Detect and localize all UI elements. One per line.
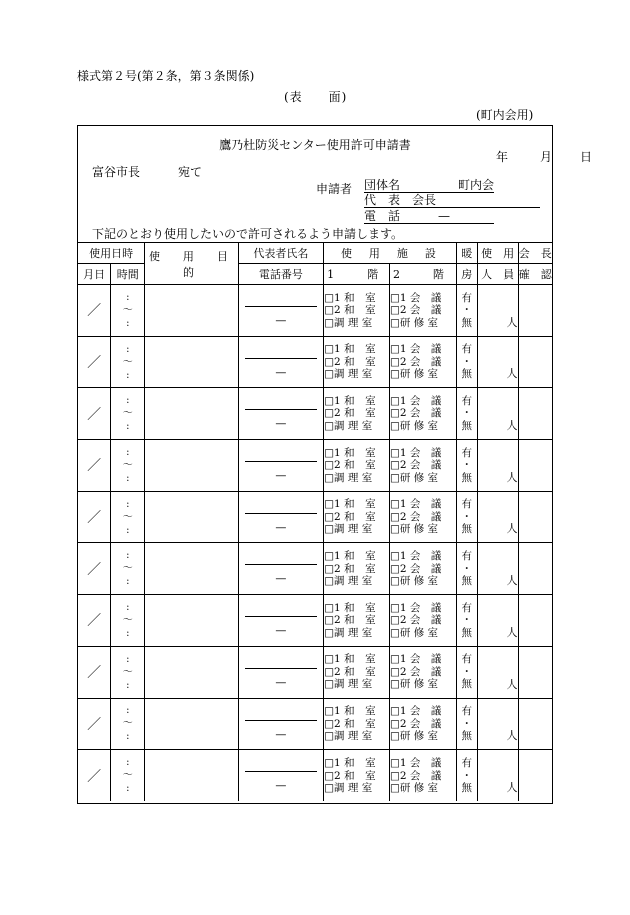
- checkbox-option[interactable]: □調 理 室: [324, 419, 373, 432]
- checkbox-option[interactable]: □調 理 室: [324, 730, 373, 743]
- checkbox-option[interactable]: □1 和 室: [324, 601, 376, 614]
- usage-tag: (町内会用): [476, 108, 534, 122]
- checkbox-option[interactable]: □2 会 議: [389, 769, 442, 782]
- rep-name-line: [245, 513, 317, 514]
- checkbox-option[interactable]: □調 理 室: [324, 626, 373, 639]
- people-cell[interactable]: [477, 646, 518, 698]
- people-cell[interactable]: [477, 440, 518, 492]
- table-row: [78, 285, 552, 337]
- floor2-cell[interactable]: [389, 646, 456, 698]
- header-chair-bottom: 確 認: [518, 264, 552, 285]
- people-unit: 人: [506, 625, 518, 639]
- header-heating-top: 暖: [456, 243, 477, 264]
- form-title: 鷹乃杜防災センター使用許可申請書: [219, 138, 411, 152]
- date-slash: ／: [87, 613, 102, 630]
- phone-field[interactable]: [364, 209, 494, 224]
- date-year-label: 年: [495, 150, 508, 164]
- checkbox-option[interactable]: □2 会 議: [389, 614, 442, 627]
- rep-name-line: [245, 771, 317, 772]
- date-cell[interactable]: [78, 595, 111, 647]
- rep-name-line: [245, 616, 317, 617]
- header-phone: 電話番号: [238, 264, 323, 285]
- checkbox-option[interactable]: □1 和 室: [324, 446, 376, 459]
- heating-cell[interactable]: 有 ・ 無: [456, 285, 477, 337]
- floor1-cell[interactable]: [324, 388, 390, 440]
- org-label: 団体名: [364, 178, 401, 192]
- rep-cell[interactable]: [238, 440, 323, 492]
- date-day-label: 日: [579, 150, 592, 164]
- checkbox-option[interactable]: □2 会 議: [389, 407, 442, 420]
- floor1-cell[interactable]: [324, 440, 390, 492]
- phone-dash: —: [275, 417, 287, 431]
- floor2-cell[interactable]: [389, 336, 456, 388]
- floor1-cell[interactable]: [324, 750, 390, 802]
- time-tilde: 〜: [122, 459, 133, 471]
- header-people-top: 使 用: [477, 243, 518, 264]
- heating-cell[interactable]: 有 ・ 無: [456, 388, 477, 440]
- floor1-cell[interactable]: [324, 543, 390, 595]
- checkbox-option[interactable]: □研 修 室: [389, 678, 439, 691]
- heating-cell[interactable]: 有 ・ 無: [456, 440, 477, 492]
- time-tilde: 〜: [122, 718, 133, 730]
- purpose-cell[interactable]: [145, 698, 239, 750]
- checkbox-option[interactable]: □2 和 室: [324, 355, 376, 368]
- date-slash: ／: [87, 458, 102, 475]
- people-cell[interactable]: [477, 491, 518, 543]
- heating-cell[interactable]: 有 ・ 無: [456, 698, 477, 750]
- rep-name-line: [245, 409, 317, 410]
- floor2-cell[interactable]: [389, 750, 456, 802]
- tel-dash: —: [438, 209, 450, 223]
- checkbox-option[interactable]: □1 会 議: [389, 343, 442, 356]
- checkbox-option[interactable]: □調 理 室: [324, 678, 373, 691]
- org-name-field[interactable]: [364, 178, 494, 193]
- mayor-label: 富谷市長: [92, 165, 141, 179]
- phone-dash: —: [275, 727, 287, 741]
- tel-label: 電 話: [364, 209, 401, 223]
- checkbox-option[interactable]: □2 会 議: [389, 304, 442, 317]
- checkbox-option[interactable]: □1 会 議: [389, 653, 442, 666]
- usage-table: [78, 242, 552, 801]
- purpose-cell[interactable]: [145, 440, 239, 492]
- chair-confirm-cell[interactable]: [518, 491, 552, 543]
- floor2-cell[interactable]: [389, 595, 456, 647]
- table-row: [78, 750, 552, 802]
- time-tilde: 〜: [122, 408, 133, 420]
- phone-dash: —: [275, 520, 287, 534]
- people-cell[interactable]: [477, 750, 518, 802]
- checkbox-option[interactable]: □1 和 室: [324, 343, 376, 356]
- floor2-cell[interactable]: [389, 491, 456, 543]
- application-statement: 下記のとおり使用したいので許可されるよう申請します。: [92, 227, 404, 241]
- rep-name-line: [245, 668, 317, 669]
- rep-name-line: [245, 461, 317, 462]
- rep-cell[interactable]: [238, 388, 323, 440]
- header-heating-bottom: 房: [456, 264, 477, 285]
- header-floor1: 1 階: [324, 264, 390, 285]
- checkbox-option[interactable]: □1 会 議: [389, 394, 442, 407]
- checkbox-option[interactable]: □2 和 室: [324, 769, 376, 782]
- table-row: [78, 543, 552, 595]
- chair-confirm-cell[interactable]: [518, 543, 552, 595]
- checkbox-option[interactable]: □1 会 議: [389, 601, 442, 614]
- rep-cell[interactable]: [238, 595, 323, 647]
- phone-dash: —: [275, 624, 287, 638]
- time-cell[interactable]: : 〜 :: [111, 440, 145, 492]
- date-slash: ／: [87, 716, 102, 733]
- people-cell[interactable]: [477, 543, 518, 595]
- checkbox-option[interactable]: □2 会 議: [389, 459, 442, 472]
- date-cell[interactable]: [78, 698, 111, 750]
- checkbox-option[interactable]: □研 修 室: [389, 523, 439, 536]
- org-suffix: 町内会: [458, 178, 495, 192]
- people-unit: 人: [506, 419, 518, 433]
- chair-confirm-cell[interactable]: [518, 646, 552, 698]
- people-unit: 人: [506, 574, 518, 588]
- addressee-suffix: 宛て: [178, 165, 203, 179]
- date-slash: ／: [87, 768, 102, 785]
- floor2-cell[interactable]: [389, 388, 456, 440]
- checkbox-option[interactable]: □2 会 議: [389, 355, 442, 368]
- chair-confirm-cell[interactable]: [518, 750, 552, 802]
- checkbox-option[interactable]: □研 修 室: [389, 575, 439, 588]
- floor1-cell[interactable]: [324, 491, 390, 543]
- checkbox-option[interactable]: □2 和 室: [324, 717, 376, 730]
- rep-name-line: [245, 564, 317, 565]
- time-cell[interactable]: : 〜 :: [111, 698, 145, 750]
- application-form: [77, 125, 592, 804]
- purpose-cell[interactable]: [145, 646, 239, 698]
- checkbox-option[interactable]: □調 理 室: [324, 471, 373, 484]
- checkbox-option[interactable]: □1 和 室: [324, 291, 376, 304]
- floor1-cell[interactable]: [324, 698, 390, 750]
- table-row: [78, 646, 552, 698]
- people-cell[interactable]: [477, 336, 518, 388]
- purpose-cell[interactable]: [145, 595, 239, 647]
- date-cell[interactable]: [78, 285, 111, 337]
- people-unit: 人: [506, 781, 518, 795]
- checkbox-option[interactable]: □1 和 室: [324, 705, 376, 718]
- checkbox-option[interactable]: □調 理 室: [324, 316, 373, 329]
- floor1-cell[interactable]: [324, 336, 390, 388]
- rep-cell[interactable]: [238, 491, 323, 543]
- floor1-cell[interactable]: [324, 595, 390, 647]
- heating-cell[interactable]: 有 ・ 無: [456, 491, 477, 543]
- form-reference: 様式第２号(第２条，第３条関係): [77, 69, 255, 83]
- purpose-cell[interactable]: [145, 336, 239, 388]
- date-cell[interactable]: [78, 440, 111, 492]
- checkbox-option[interactable]: □1 和 室: [324, 550, 376, 563]
- rep-name-line: [245, 358, 317, 359]
- people-unit: 人: [506, 315, 518, 329]
- checkbox-option[interactable]: □2 和 室: [324, 407, 376, 420]
- rep-cell[interactable]: [238, 750, 323, 802]
- phone-dash: —: [275, 779, 287, 793]
- checkbox-option[interactable]: □1 会 議: [389, 705, 442, 718]
- heating-cell[interactable]: 有 ・ 無: [456, 336, 477, 388]
- checkbox-option[interactable]: □調 理 室: [324, 368, 373, 381]
- date-cell[interactable]: [78, 646, 111, 698]
- checkbox-option[interactable]: □2 会 議: [389, 717, 442, 730]
- time-cell[interactable]: : 〜 :: [111, 336, 145, 388]
- chair-confirm-cell[interactable]: [518, 440, 552, 492]
- checkbox-option[interactable]: □2 和 室: [324, 510, 376, 523]
- date-cell[interactable]: [78, 491, 111, 543]
- checkbox-option[interactable]: □調 理 室: [324, 782, 373, 795]
- heating-cell[interactable]: 有 ・ 無: [456, 646, 477, 698]
- table-row: [78, 336, 552, 388]
- header-rep-name: 代表者氏名: [238, 243, 323, 264]
- checkbox-option[interactable]: □1 和 室: [324, 498, 376, 511]
- header-people-bottom: 人 員: [477, 264, 518, 285]
- phone-dash: —: [275, 469, 287, 483]
- rep-cell[interactable]: [238, 543, 323, 595]
- floor2-cell[interactable]: [389, 698, 456, 750]
- people-unit: 人: [506, 729, 518, 743]
- purpose-cell[interactable]: [145, 491, 239, 543]
- time-tilde: 〜: [122, 666, 133, 678]
- header-chair-top: 会 長: [518, 243, 552, 264]
- side-indicator: (表 面): [284, 90, 348, 104]
- date-slash: ／: [87, 303, 102, 320]
- checkbox-option[interactable]: □1 和 室: [324, 757, 376, 770]
- rep-cell[interactable]: [238, 646, 323, 698]
- header-month-day: 月日: [78, 264, 111, 285]
- people-unit: 人: [506, 367, 518, 381]
- checkbox-option[interactable]: □1 会 議: [389, 498, 442, 511]
- checkbox-option[interactable]: □1 会 議: [389, 291, 442, 304]
- time-cell[interactable]: : 〜 :: [111, 491, 145, 543]
- checkbox-option[interactable]: □2 和 室: [324, 562, 376, 575]
- time-cell[interactable]: : 〜 :: [111, 646, 145, 698]
- checkbox-option[interactable]: □1 会 議: [389, 757, 442, 770]
- checkbox-option[interactable]: □2 会 議: [389, 562, 442, 575]
- checkbox-option[interactable]: □研 修 室: [389, 368, 439, 381]
- checkbox-option[interactable]: □2 和 室: [324, 459, 376, 472]
- time-tilde: 〜: [122, 304, 133, 316]
- date-cell[interactable]: [78, 750, 111, 802]
- rep-cell[interactable]: [238, 285, 323, 337]
- checkbox-option[interactable]: □研 修 室: [389, 419, 439, 432]
- people-cell[interactable]: [477, 285, 518, 337]
- people-cell[interactable]: [477, 595, 518, 647]
- checkbox-option[interactable]: □研 修 室: [389, 626, 439, 639]
- date-slash: ／: [87, 355, 102, 372]
- header-time: 時間: [111, 264, 145, 285]
- checkbox-option[interactable]: □研 修 室: [389, 782, 439, 795]
- people-unit: 人: [506, 522, 518, 536]
- phone-dash: —: [275, 314, 287, 327]
- date-slash: ／: [87, 561, 102, 578]
- time-tilde: 〜: [122, 356, 133, 368]
- chair-confirm-cell[interactable]: [518, 336, 552, 388]
- applicant-label: 申請者: [316, 182, 353, 196]
- checkbox-option[interactable]: □研 修 室: [389, 730, 439, 743]
- header-datetime: 使用日時: [78, 243, 145, 264]
- rep-name-line: [245, 306, 317, 307]
- people-cell[interactable]: [477, 388, 518, 440]
- header-facility: 使 用 施 設: [324, 243, 457, 264]
- people-unit: 人: [506, 677, 518, 691]
- floor2-cell[interactable]: [389, 440, 456, 492]
- chair-confirm-cell[interactable]: [518, 388, 552, 440]
- rep-label: 代 表 会長: [364, 193, 437, 207]
- usage-rows: [78, 285, 552, 802]
- floor2-cell[interactable]: [389, 285, 456, 337]
- checkbox-option[interactable]: □1 和 室: [324, 394, 376, 407]
- checkbox-option[interactable]: □1 和 室: [324, 653, 376, 666]
- time-cell[interactable]: : 〜 :: [111, 595, 145, 647]
- time-cell[interactable]: : 〜 :: [111, 285, 145, 337]
- chair-confirm-cell[interactable]: [518, 595, 552, 647]
- date-month-label: 月: [539, 150, 552, 164]
- heating-cell[interactable]: 有 ・ 無: [456, 543, 477, 595]
- time-tilde: 〜: [122, 770, 133, 782]
- rep-cell[interactable]: [238, 698, 323, 750]
- date-cell[interactable]: [78, 388, 111, 440]
- purpose-cell[interactable]: [145, 543, 239, 595]
- heating-cell[interactable]: 有 ・ 無: [456, 750, 477, 802]
- rep-name-line: [245, 720, 317, 721]
- purpose-cell[interactable]: [145, 388, 239, 440]
- date-slash: ／: [87, 665, 102, 682]
- checkbox-option[interactable]: □2 和 室: [324, 304, 376, 317]
- time-tilde: 〜: [122, 614, 133, 626]
- representative-field[interactable]: [364, 193, 540, 208]
- checkbox-option[interactable]: □2 和 室: [324, 665, 376, 678]
- floor2-cell[interactable]: [389, 543, 456, 595]
- people-cell[interactable]: [477, 698, 518, 750]
- table-row: [78, 388, 552, 440]
- date-cell[interactable]: [78, 336, 111, 388]
- phone-dash: —: [275, 572, 287, 586]
- phone-dash: —: [275, 675, 287, 689]
- floor1-cell[interactable]: [324, 646, 390, 698]
- table-row: [78, 595, 552, 647]
- checkbox-option[interactable]: □研 修 室: [389, 471, 439, 484]
- heating-cell[interactable]: 有 ・ 無: [456, 595, 477, 647]
- floor1-cell[interactable]: [324, 285, 390, 337]
- date-slash: ／: [87, 510, 102, 527]
- date-slash: ／: [87, 406, 102, 423]
- phone-dash: —: [275, 365, 287, 379]
- time-tilde: 〜: [122, 563, 133, 575]
- table-row: [78, 698, 552, 750]
- header-floor2: 2 階: [389, 264, 456, 285]
- addressee-line: [92, 163, 202, 180]
- checkbox-option[interactable]: □研 修 室: [389, 316, 439, 329]
- purpose-cell[interactable]: [145, 285, 239, 337]
- table-row: [78, 440, 552, 492]
- checkbox-option[interactable]: □調 理 室: [324, 523, 373, 536]
- chair-confirm-cell[interactable]: [518, 698, 552, 750]
- header-purpose: 使 用 目 的: [145, 243, 239, 285]
- checkbox-option[interactable]: □2 会 議: [389, 510, 442, 523]
- time-tilde: 〜: [122, 511, 133, 523]
- checkbox-option[interactable]: □1 会 議: [389, 550, 442, 563]
- time-cell[interactable]: : 〜 :: [111, 543, 145, 595]
- checkbox-option[interactable]: □1 会 議: [389, 446, 442, 459]
- date-cell[interactable]: [78, 543, 111, 595]
- people-unit: 人: [506, 470, 518, 484]
- purpose-cell[interactable]: [145, 750, 239, 802]
- checkbox-option[interactable]: □2 和 室: [324, 614, 376, 627]
- time-cell[interactable]: : 〜 :: [111, 388, 145, 440]
- checkbox-option[interactable]: □調 理 室: [324, 575, 373, 588]
- application-date[interactable]: [458, 148, 592, 165]
- table-row: [78, 491, 552, 543]
- checkbox-option[interactable]: □2 会 議: [389, 665, 442, 678]
- time-cell[interactable]: : 〜 :: [111, 750, 145, 802]
- chair-confirm-cell[interactable]: [518, 285, 552, 337]
- rep-cell[interactable]: [238, 336, 323, 388]
